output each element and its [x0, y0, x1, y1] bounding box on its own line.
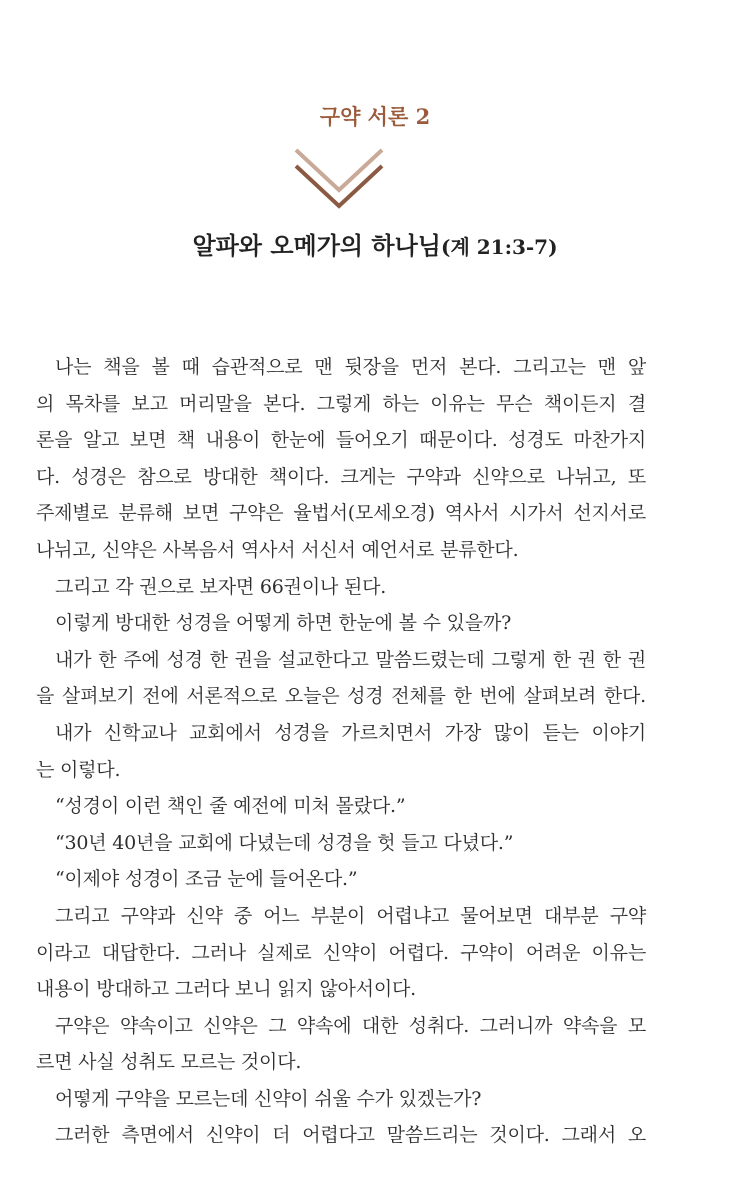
body-line: 는 이렇다. — [36, 758, 121, 781]
body-line: “이제야 성경이 조금 눈에 들어온다.” — [55, 868, 358, 891]
body-line: 다. 성경은 참으로 방대한 책이다. 크게는 구약과 신약으로 나뉘고, 또 — [36, 465, 646, 488]
body-line: 이렇게 방대한 성경을 어떻게 하면 한눈에 볼 수 있을까? — [55, 612, 512, 635]
body-line: “30년 40년을 교회에 다녔는데 성경을 헛 들고 다녔다.” — [55, 831, 514, 854]
body-line: 내용이 방대하고 그러다 보니 읽지 않아서이다. — [36, 978, 416, 1001]
body-line: 구약은 약속이고 신약은 그 약속에 대한 성취다. 그러니까 약속을 모 — [55, 1014, 646, 1037]
body-text — [36, 349, 646, 1154]
body-line: 이라고 대답한다. 그러나 실제로 신약이 어렵다. 구약이 어려운 이유는 — [36, 941, 646, 964]
body-line: 그러한 측면에서 신약이 더 어렵다고 말씀드리는 것이다. 그래서 오 — [55, 1124, 646, 1147]
title-scripture-reference: (계 21:3-7) — [441, 235, 558, 259]
chevron-down-icon — [292, 146, 386, 210]
body-line: 론을 알고 보면 책 내용이 한눈에 들어오기 때문이다. 성경도 마찬가지 — [36, 429, 646, 452]
body-line: 르면 사실 성취도 모르는 것이다. — [36, 1051, 302, 1074]
chapter-label: 구약 서론 2 — [319, 104, 431, 129]
body-line: 을 살펴보기 전에 서론적으로 오늘은 성경 전체를 한 번에 살펴보려 한다. — [36, 685, 646, 708]
body-line: 어떻게 구약을 모르는데 신약이 쉬울 수가 있겠는가? — [55, 1087, 482, 1110]
page-title — [0, 226, 750, 261]
body-line: 그리고 구약과 신약 중 어느 부분이 어렵냐고 물어보면 대부분 구약 — [55, 904, 646, 927]
body-line: 의 목차를 보고 머리말을 본다. 그렇게 하는 이유는 무슨 책이든지 결 — [36, 392, 646, 415]
body-line: “성경이 이런 책인 줄 예전에 미처 몰랐다.” — [55, 795, 406, 818]
title-main: 알파와 오메가의 하나님 — [192, 231, 441, 260]
body-line: 내가 한 주에 성경 한 권을 설교한다고 말씀드렸는데 그렇게 한 권 한 권 — [55, 648, 646, 671]
body-line: 나뉘고, 신약은 사복음서 역사서 서신서 예언서로 분류한다. — [36, 538, 519, 561]
body-line: 내가 신학교나 교회에서 성경을 가르치면서 가장 많이 듣는 이야기 — [55, 721, 646, 744]
body-line: 나는 책을 볼 때 습관적으로 맨 뒷장을 먼저 본다. 그리고는 맨 앞 — [55, 356, 646, 378]
body-line: 그리고 각 권으로 보자면 66권이나 된다. — [55, 575, 387, 598]
body-line: 주제별로 분류해 보면 구약은 율법서(모세오경) 역사서 시가서 선지서로 — [36, 502, 646, 525]
